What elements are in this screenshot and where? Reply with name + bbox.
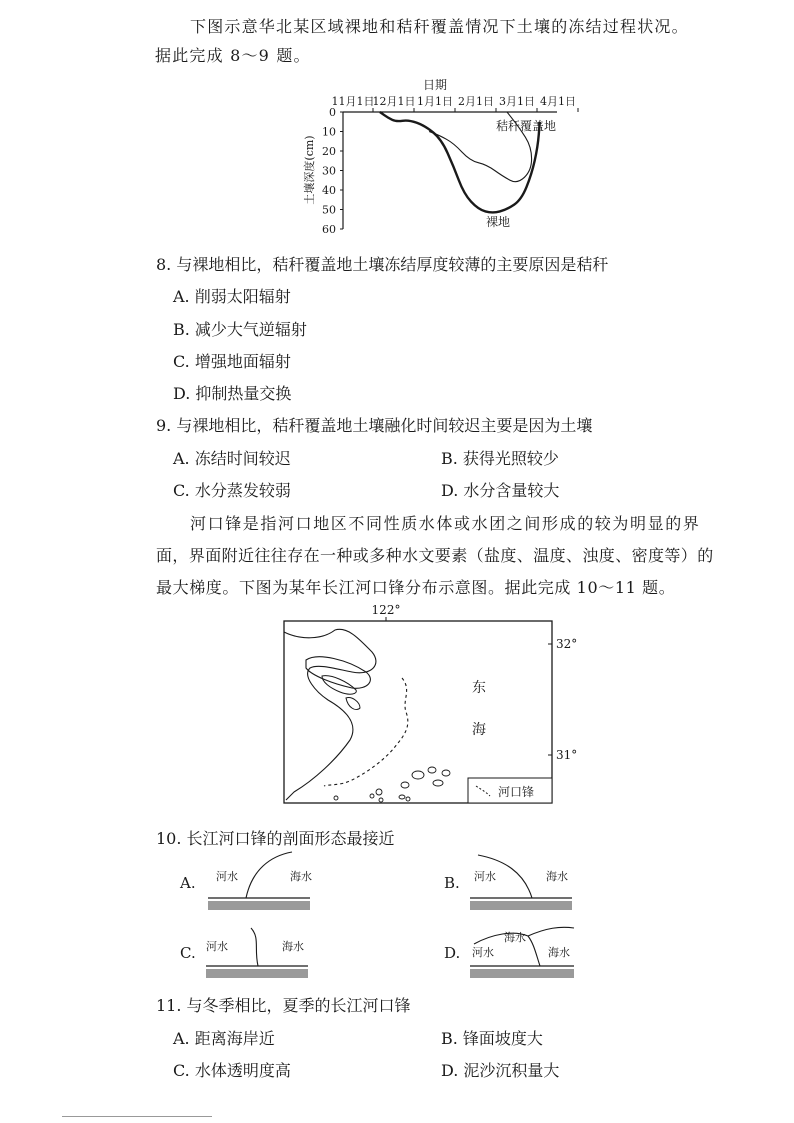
- q9-option-c: C. 水分蒸发较弱: [173, 481, 291, 500]
- q8-option-a: A. 削弱太阳辐射: [173, 287, 291, 306]
- q10-c-river: 河水: [206, 940, 228, 953]
- q10-a-letter: A.: [180, 874, 196, 892]
- lat32-label: 32°: [556, 637, 578, 651]
- chart1-ytick-labels: [322, 106, 343, 236]
- bare-soil-label: 裸地: [486, 215, 511, 229]
- q9-stem: 9. 与裸地相比，秸秆覆盖地土壤融化时间较迟主要是因为土壤: [156, 416, 593, 435]
- chart1-ylabel: 土壤深度(cm): [303, 135, 316, 205]
- chart1-xtick-labels: [332, 95, 577, 108]
- chart1-xtick-label: 2月1日: [458, 95, 494, 108]
- q10-b-seabed: [470, 901, 572, 910]
- chart1-xtick-label: 1月1日: [417, 95, 453, 108]
- chart1-xtick-label: 3月1日: [499, 95, 535, 108]
- q10-d-sea-top: 海水: [504, 931, 526, 944]
- q10-stem: 10. 长江河口锋的剖面形态最接近: [156, 829, 395, 848]
- q10-a-river: 河水: [216, 870, 238, 883]
- q11-stem: 11. 与冬季相比，夏季的长江河口锋: [156, 996, 411, 1015]
- chart1-xaxis-title: 日期: [422, 78, 448, 92]
- q8-stem: 8. 与裸地相比，秸秆覆盖地土壤冻结厚度较薄的主要原因是秸秆: [156, 255, 609, 274]
- lat31-label: 31°: [556, 748, 578, 762]
- q9-option-a: A. 冻结时间较迟: [173, 449, 291, 468]
- chart1-ytick-label: 60: [322, 223, 336, 236]
- chart1-ytick-label: 20: [322, 145, 336, 158]
- q10-d-front-curve-right: [528, 927, 574, 936]
- q9-option-d: D. 水分含量较大: [441, 481, 560, 500]
- q11-option-b: B. 锋面坡度大: [441, 1029, 543, 1048]
- q10-a-sea: 海水: [290, 870, 312, 883]
- q10-a-seabed: [208, 901, 310, 910]
- chart1-ytick-label: 50: [322, 203, 336, 217]
- q10-options-diagrams: [160, 848, 630, 988]
- q11-option-c: C. 水体透明度高: [173, 1061, 291, 1080]
- q10-d-river: 河水: [472, 946, 494, 959]
- q10-c-letter: C.: [180, 944, 196, 962]
- chart1-ytick-label: 0: [329, 106, 336, 119]
- intro2-line3: 最大梯度。下图为某年长江河口锋分布示意图。据此完成 10～11 题。: [156, 578, 676, 597]
- chart1-xtick-label: 11月1日: [331, 95, 375, 108]
- intro1-line1: 下图示意华北某区域裸地和秸秆覆盖情况下土壤的冻结过程状况。: [190, 17, 689, 36]
- q11-option-d: D. 泥沙沉积量大: [441, 1061, 560, 1080]
- footer-rule: [62, 1116, 212, 1117]
- legend-label: 河口锋: [498, 785, 535, 799]
- chart1-ytick-label: 30: [322, 164, 336, 178]
- q10-d-sea: 海水: [548, 946, 570, 959]
- q10-c-seabed: [206, 969, 308, 978]
- straw-cover-label: 秸秆覆盖地: [496, 119, 557, 133]
- intro2-line1: 河口锋是指河口地区不同性质水体或水团之间形成的较为明显的界: [190, 514, 701, 533]
- q10-c-front-curve: [251, 928, 258, 966]
- sea-label-hai: 海: [472, 722, 486, 738]
- chart1-xtick-label: 12月1日: [372, 95, 416, 108]
- q10-b-letter: B.: [444, 874, 460, 892]
- chart1-ytick-label: 10: [322, 125, 336, 139]
- longitude-label: 122°: [371, 603, 401, 617]
- intro1-line2: 据此完成 8～9 题。: [155, 46, 311, 65]
- q10-c-sea: 海水: [282, 940, 304, 953]
- q11-option-a: A. 距离海岸近: [173, 1029, 275, 1048]
- soil-freezing-chart: [300, 72, 576, 242]
- q10-b-river: 河水: [474, 870, 496, 883]
- q8-option-d: D. 抑制热量交换: [173, 384, 292, 403]
- q10-a-front-curve: [246, 852, 292, 898]
- q10-d-letter: D.: [444, 944, 461, 962]
- chart1-xtick-label: 4月1日: [540, 95, 576, 108]
- intro2-line2: 面，界面附近往往存在一种或多种水文要素（盐度、温度、浊度、密度等）的: [156, 546, 714, 565]
- chart1-ytick-label: 40: [322, 184, 336, 197]
- estuary-front-map: [276, 600, 596, 812]
- q8-option-c: C. 增强地面辐射: [173, 352, 291, 371]
- q9-option-b: B. 获得光照较少: [441, 449, 559, 468]
- q10-d-seabed: [470, 969, 574, 978]
- q10-b-sea: 海水: [546, 870, 568, 883]
- q8-option-b: B. 减少大气逆辐射: [173, 320, 307, 339]
- sea-label-dong: 东: [472, 680, 486, 696]
- map-frame: [284, 621, 552, 803]
